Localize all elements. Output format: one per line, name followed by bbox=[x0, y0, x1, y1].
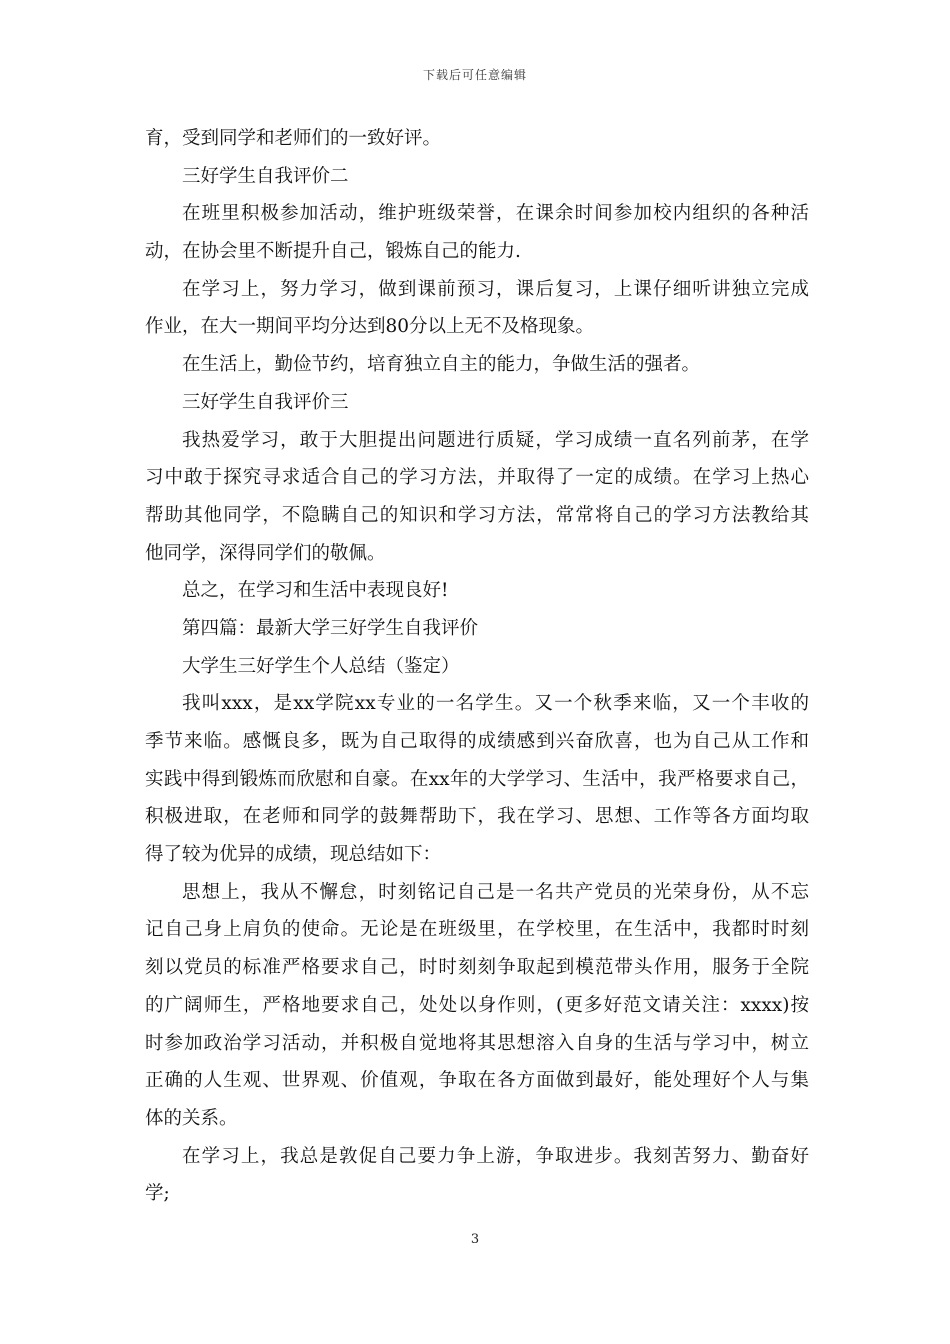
text-line: 大学生三好学生个人总结（鉴定） bbox=[182, 655, 460, 677]
text-line: 的广阔师生，严格地要求自己，处处以身作则，(更多好范文请关注：xxxx)按 bbox=[145, 994, 809, 1016]
text-line: 我叫xxx，是xx学院xx专业的一名学生。又一个秋季来临，又一个丰收的 bbox=[182, 693, 809, 715]
text-line: 实践中得到锻炼而欣慰和自豪。在xx年的大学学习、生活中，我严格要求自己， bbox=[145, 768, 809, 790]
text-line: 季节来临。感慨良多，既为自己取得的成绩感到兴奋欣喜，也为自己从工作和 bbox=[145, 731, 809, 752]
text-line: 三好学生自我评价三 bbox=[182, 391, 349, 413]
text-line: 积极进取，在老师和同学的鼓舞帮助下，我在学习、思想、工作等各方面均取 bbox=[145, 806, 809, 828]
text-line: 正确的人生观、世界观、价值观，争取在各方面做到最好，能处理好个人与集 bbox=[145, 1070, 809, 1092]
text-line: 在班里积极参加活动，维护班级荣誉，在课余时间参加校内组织的各种活 bbox=[182, 203, 809, 225]
text-line: 总之，在学习和生活中表现良好! bbox=[182, 580, 449, 602]
text-line: 育，受到同学和老师们的一致好评。 bbox=[145, 128, 442, 149]
text-line: 作业，在大一期间平均分达到80分以上无不及格现象。 bbox=[145, 316, 595, 338]
text-line: 时参加政治学习活动，并积极自觉地将其思想溶入自身的生活与学习中，树立 bbox=[145, 1032, 809, 1054]
text-line: 在学习上，我总是敦促自己要力争上游，争取进步。我刻苦努力、勤奋好 bbox=[182, 1145, 809, 1167]
text-line: 在生活上，勤俭节约，培育独立自主的能力，争做生活的强者。 bbox=[182, 354, 701, 376]
text-line: 第四篇：最新大学三好学生自我评价 bbox=[182, 617, 479, 639]
text-line: 我热爱学习，敢于大胆提出问题进行质疑，学习成绩一直名列前茅，在学 bbox=[182, 429, 809, 451]
text-line: 记自己身上肩负的使命。无论是在班级里，在学校里，在生活中，我都时时刻 bbox=[145, 919, 809, 941]
text-line: 他同学，深得同学们的敬佩。 bbox=[145, 542, 386, 564]
page-number: 3 bbox=[470, 1232, 480, 1247]
text-line: 在学习上，努力学习，做到课前预习，课后复习，上课仔细听讲独立完成 bbox=[182, 278, 809, 300]
text-line: 思想上，我从不懈怠，时刻铭记自己是一名共产党员的光荣身份，从不忘 bbox=[182, 881, 809, 903]
text-line: 习中敢于探究寻求适合自己的学习方法，并取得了一定的成绩。在学习上热心 bbox=[145, 467, 809, 489]
text-line: 刻以党员的标准严格要求自己，时时刻刻争取起到模范带头作用，服务于全院 bbox=[145, 957, 809, 979]
text-line: 帮助其他同学，不隐瞒自己的知识和学习方法，常常将自己的学习方法教给其 bbox=[145, 504, 809, 526]
text-line: 得了较为优异的成绩，现总结如下： bbox=[145, 844, 442, 866]
text-line: 学; bbox=[145, 1183, 170, 1205]
text-line: 动，在协会里不断提升自己，锻炼自己的能力. bbox=[145, 241, 521, 263]
text-line: 三好学生自我评价二 bbox=[182, 165, 349, 187]
text-line: 体的关系。 bbox=[145, 1107, 238, 1129]
document-body bbox=[145, 120, 809, 1213]
page-header: 下载后可任意编辑 bbox=[422, 68, 527, 82]
